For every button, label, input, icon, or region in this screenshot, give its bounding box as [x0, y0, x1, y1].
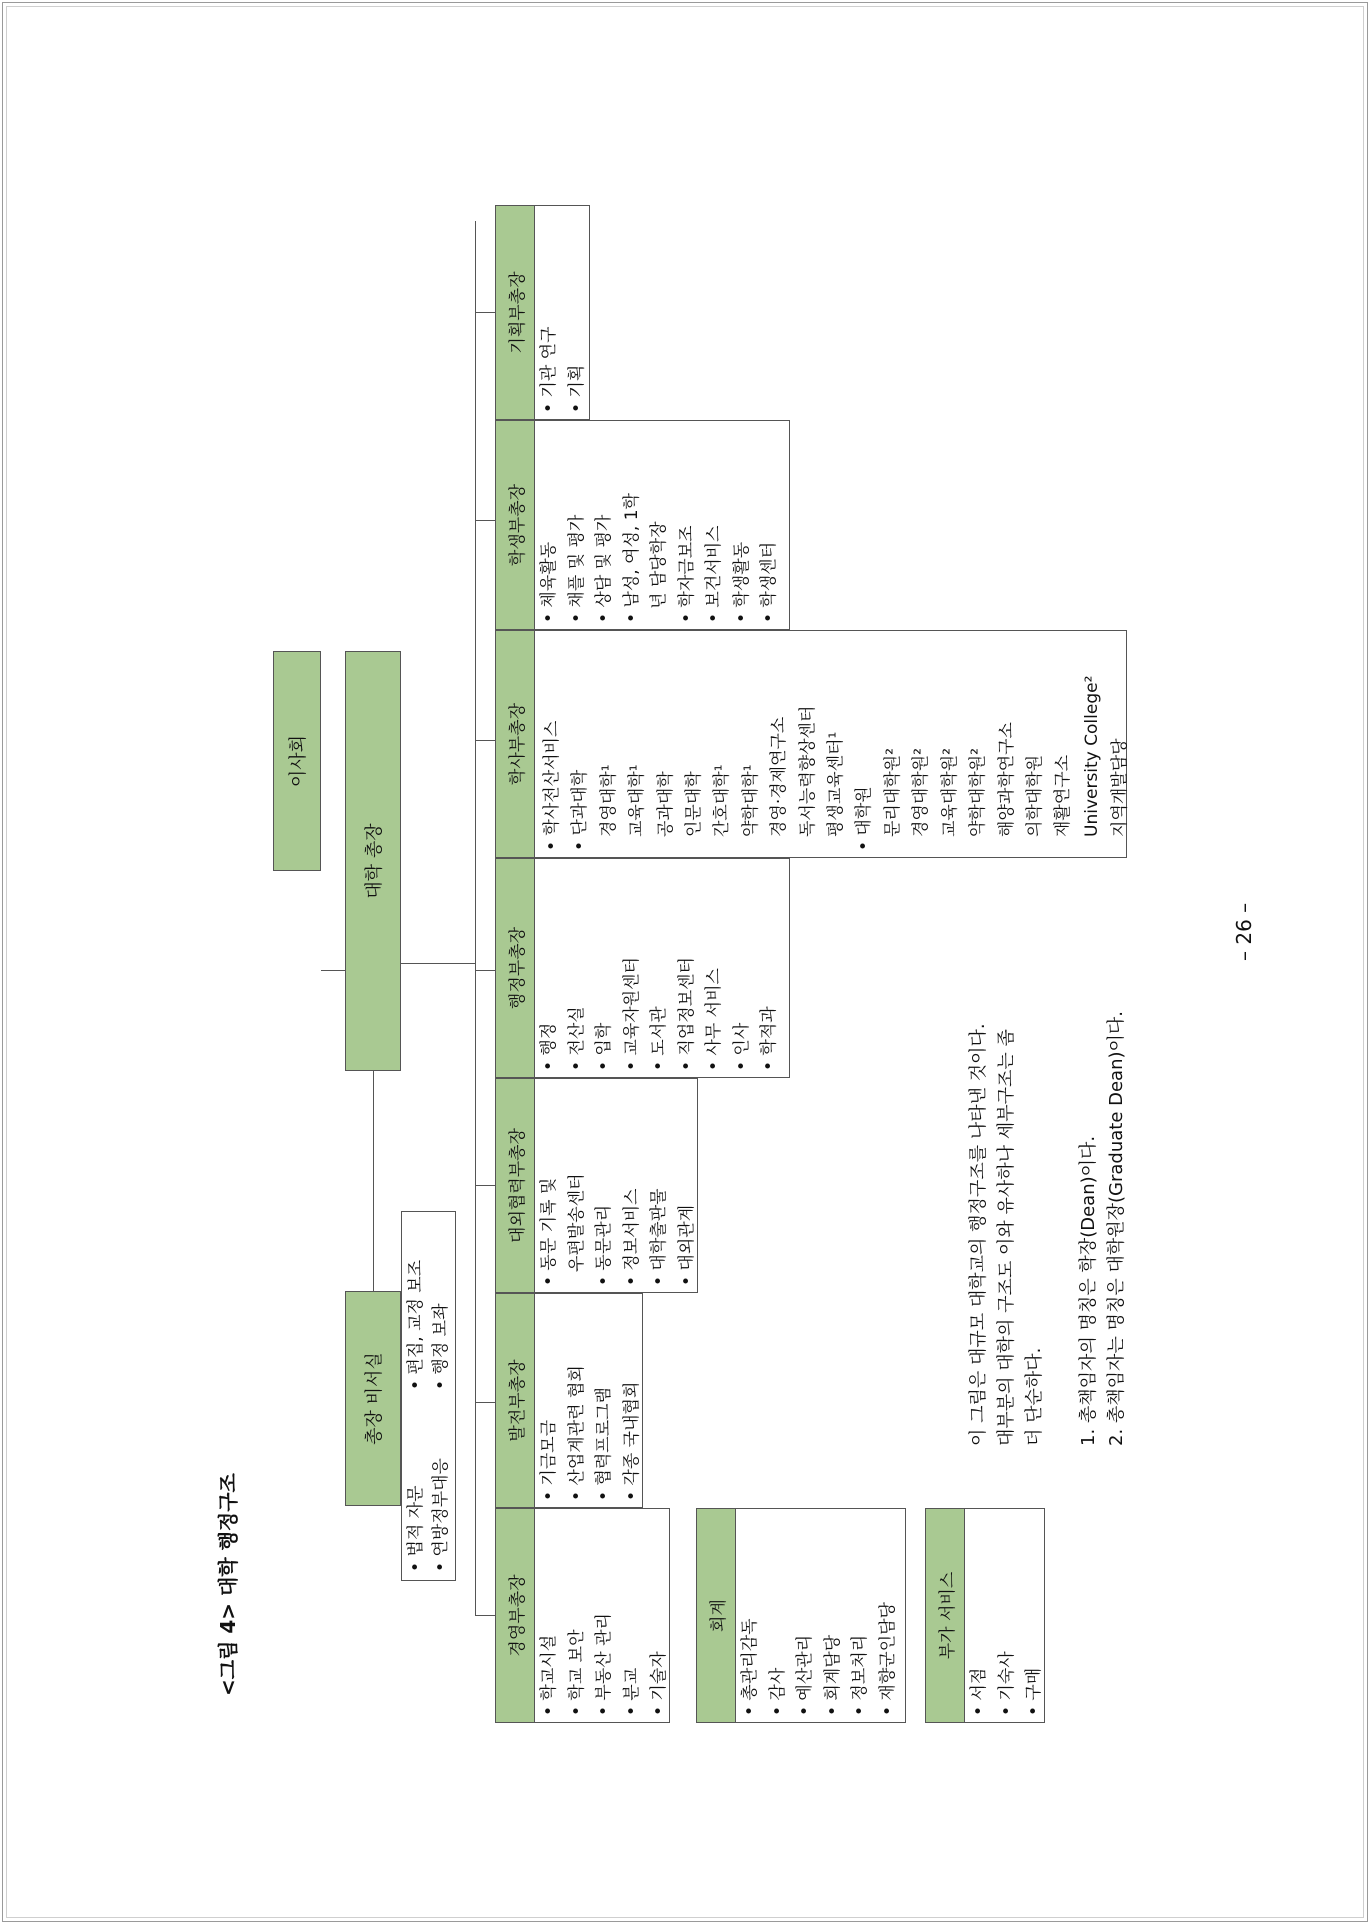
- accounting-item: • 재향군인담당: [877, 1602, 898, 1716]
- vp-box-development: [495, 1293, 643, 1508]
- accounting-title: 회계: [697, 1509, 736, 1722]
- vp-item-list: [536, 861, 787, 1071]
- vp-item: • 직업정보센터: [676, 957, 697, 1071]
- vp-item: • 행정: [539, 1022, 559, 1071]
- accounting-item: • 총관리감독: [740, 1618, 760, 1716]
- vp-item-list: [536, 208, 587, 413]
- vp-drop-line: [475, 970, 495, 971]
- vp-item: 우편발송센터: [566, 1173, 587, 1272]
- secretariat-item: • 연방정부대응: [431, 1458, 451, 1572]
- vp-box-external-relations: [495, 1078, 698, 1293]
- vp-item-list: [536, 1511, 667, 1716]
- vp-item: • 교육자원센터: [621, 957, 642, 1071]
- vp-item: • 기획: [566, 364, 587, 413]
- vp-item: 경영대학¹: [598, 764, 619, 837]
- vp-title: 경영부총장: [496, 1509, 535, 1722]
- vp-item: 독서능력향상센터: [797, 705, 818, 837]
- vp-item: • 각종 국내협회: [621, 1381, 642, 1501]
- vp-box-academic-affairs: [495, 630, 1131, 858]
- vp-item: 교육대학¹: [627, 764, 648, 837]
- vp-item: University College²: [1081, 675, 1102, 837]
- secretariat-item: • 행정 보좌: [431, 1303, 451, 1390]
- accounting-item: • 예산관리: [795, 1634, 815, 1716]
- vp-box-management: [495, 1508, 670, 1723]
- extra-services-item: • 구매: [1024, 1667, 1044, 1716]
- notes-paragraph-line: 대부분의 대학의 구조도 이와 유사하나 세부구조는 좀: [996, 1029, 1017, 1446]
- vp-item: • 학적과: [759, 1006, 779, 1071]
- vp-item: 경영대학원²: [911, 748, 932, 837]
- vp-item: • 인사: [731, 1022, 752, 1071]
- vp-item: • 기금모금: [539, 1419, 559, 1501]
- vp-item: • 산업계관련 협회: [566, 1365, 587, 1501]
- vp-item: 재활연구소: [1053, 754, 1074, 837]
- vp-item: • 정보서비스: [621, 1188, 642, 1286]
- vp-item: • 도서관: [649, 1006, 669, 1071]
- vp-item: • 대학원: [854, 786, 875, 851]
- vp-item: • 동문관리: [594, 1204, 614, 1286]
- vp-item: 간호대학¹: [712, 764, 733, 837]
- secretariat-connector: [373, 1071, 374, 1291]
- vp-drop-line: [475, 1402, 495, 1403]
- accounting-item: • 회계담당: [822, 1634, 843, 1716]
- vp-title: 학생부총장: [496, 421, 535, 629]
- president-trunk-line: [401, 963, 475, 964]
- vp-item: 해양과학연구소: [996, 722, 1017, 837]
- vp-item: • 대외관계: [676, 1204, 697, 1286]
- footnote: 1. 총책임자의 명칭은 학장(Dean)이다.: [1078, 1135, 1099, 1446]
- vp-item: • 협력프로그램: [594, 1387, 614, 1501]
- footnote: 2. 총책임자는 명칭은 대학원장(Graduate Dean)이다.: [1106, 1010, 1127, 1446]
- vp-item: 의학대학원: [1024, 754, 1045, 837]
- vp-item: • 기관 연구: [539, 326, 559, 413]
- vp-item: • 남성, 여성, 1학: [621, 493, 642, 623]
- accounting-item: • 정보처리: [850, 1634, 870, 1716]
- vp-bus-line: [475, 221, 476, 1616]
- secretariat-item: • 법적 자문: [406, 1485, 426, 1572]
- notes-paragraph-line: 더 단순하다.: [1024, 1347, 1045, 1446]
- vp-item: 지역개발담당: [1110, 738, 1131, 837]
- notes-block: [965, 826, 1131, 1446]
- vp-item: 경영·경제연구소: [769, 716, 790, 837]
- vp-drop-line: [475, 1185, 495, 1186]
- vp-item: • 학생활동: [731, 541, 752, 623]
- vp-title: 대외협력부총장: [496, 1079, 535, 1292]
- vp-box-planning: [495, 205, 590, 420]
- vp-item: 약학대학¹: [740, 764, 761, 837]
- vp-drop-line: [475, 520, 495, 521]
- vp-item: • 학사전산서비스: [542, 720, 562, 851]
- vp-item: • 분교: [621, 1667, 642, 1716]
- vp-item: • 학자금보조: [676, 525, 697, 623]
- extra-services-title: 부가 서비스: [926, 1509, 965, 1722]
- extra-services-box: [925, 1508, 1045, 1723]
- extra-services-item: • 서점: [969, 1667, 989, 1716]
- vp-item-list: [538, 633, 1131, 851]
- vp-item: • 보건서비스: [704, 525, 724, 623]
- president-box: [345, 651, 401, 1071]
- vp-item: • 부동산 관리: [594, 1613, 614, 1716]
- secretariat-items-box: [401, 1211, 456, 1581]
- vp-item: 인문대학: [684, 771, 705, 837]
- vp-item: • 단과대학: [570, 769, 591, 851]
- vp-drop-line: [475, 740, 495, 741]
- vp-item: • 체육활동: [539, 541, 559, 623]
- vp-item: • 사무 서비스: [704, 968, 724, 1071]
- vp-item: 문리대학원²: [882, 748, 903, 837]
- vp-title: 발전부총장: [496, 1294, 535, 1507]
- vp-drop-line: [475, 1615, 495, 1616]
- vp-title: 학사부총장: [496, 631, 535, 857]
- secretariat-box: [345, 1291, 401, 1506]
- accounting-item-list: [737, 1511, 903, 1716]
- board-box: [273, 651, 321, 871]
- board-president-connector: [321, 970, 345, 971]
- secretariat-title: 총장 비서실: [364, 1352, 385, 1445]
- vp-item-list: [536, 423, 787, 623]
- vp-item: 교육대학원²: [939, 748, 960, 837]
- notes-paragraph-line: 이 그림은 대규모 대학교의 행정구조를 나타낸 것이다.: [968, 1023, 989, 1446]
- vp-item: • 학교시설: [539, 1634, 559, 1716]
- vp-item: • 채플 및 평가: [566, 514, 587, 623]
- vp-drop-line: [475, 312, 495, 313]
- accounting-box: [696, 1508, 906, 1723]
- vp-item: 공과대학: [655, 771, 676, 837]
- vp-item: • 학교 보안: [566, 1629, 587, 1716]
- vp-item: • 대학출판물: [649, 1188, 669, 1286]
- vp-item: • 입학: [594, 1022, 614, 1071]
- secretariat-item: • 편집, 교정 보조: [406, 1259, 426, 1390]
- vp-title: 기획부총장: [496, 206, 535, 419]
- vp-item: • 상담 및 평가: [594, 514, 614, 623]
- page-number: – 26 –: [1232, 902, 1256, 961]
- vp-item: • 학생센터: [759, 541, 779, 623]
- extra-services-item: • 기숙사: [996, 1651, 1017, 1716]
- vp-box-administration: [495, 858, 790, 1078]
- vp-item-list: [536, 1081, 695, 1286]
- vp-box-student-affairs: [495, 420, 790, 630]
- board-label: 이사회: [288, 734, 309, 788]
- president-label: 대학 총장: [364, 823, 385, 899]
- figure-caption: <그림 4> 대학 행정구조: [216, 1473, 240, 1696]
- vp-title: 행정부총장: [496, 859, 535, 1077]
- vp-item-list: [536, 1296, 640, 1501]
- vp-item: • 전산실: [566, 1006, 587, 1071]
- accounting-item: • 감사: [767, 1667, 788, 1716]
- vp-item: • 기술자: [649, 1651, 669, 1716]
- vp-item: 약학대학원²: [968, 748, 989, 837]
- vp-item: • 동문 기록 및: [539, 1177, 559, 1286]
- vp-item: 년 담당학장: [649, 521, 669, 609]
- extra-services-item-list: [966, 1511, 1042, 1716]
- vp-item: 평생교육센터¹: [826, 731, 847, 837]
